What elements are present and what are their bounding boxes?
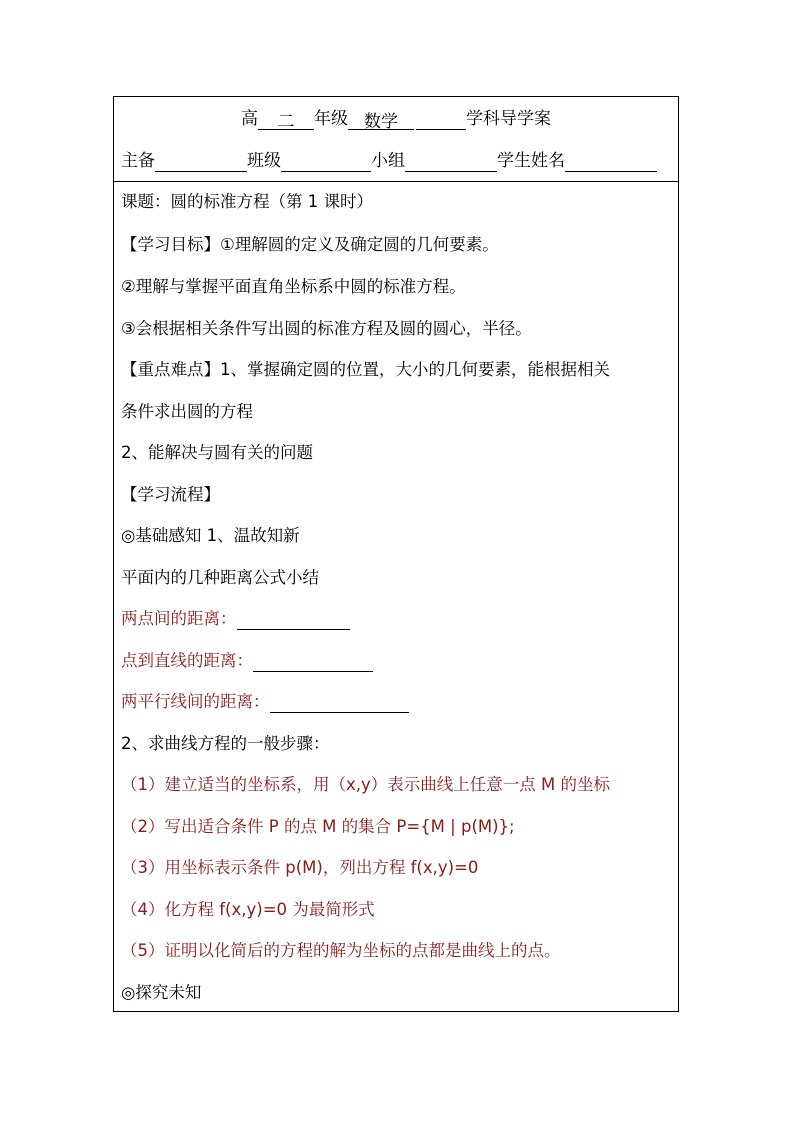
zhubei-blank	[155, 153, 247, 172]
summary-line: 平面内的几种距离公式小结	[121, 568, 319, 587]
title-suffix: 学科导学案	[466, 109, 551, 129]
goal-line-2: ②理解与掌握平面直角坐标系中圆的标准方程。	[121, 277, 466, 296]
distance-point-line-label: 点到直线的距离：	[121, 651, 253, 670]
distance-point-line-line	[121, 650, 373, 672]
key-line-1-cont: 条件求出圆的方程	[121, 402, 253, 421]
distance-parallel-label: 两平行线间的距离：	[121, 692, 270, 711]
xingming-blank	[565, 153, 657, 172]
basic-heading: ◎基础感知 1、温故知新	[121, 526, 300, 545]
banji-label: 班级	[247, 151, 281, 171]
flow-heading: 【学习流程】	[121, 485, 220, 504]
zhubei-label: 主备	[121, 151, 155, 171]
goal-line-1: 【学习目标】①理解圆的定义及确定圆的几何要素。	[121, 235, 499, 254]
grade-label: 年级	[314, 109, 348, 129]
distance-parallel-blank	[270, 695, 409, 713]
step-1: （1）建立适当的坐标系，用（x,y）表示曲线上任意一点 M 的坐标	[121, 775, 610, 794]
distance-points-line	[121, 608, 350, 630]
grade-blank: 二	[258, 111, 314, 130]
explore-heading: ◎探究未知	[121, 983, 202, 1002]
steps-heading: 2、求曲线方程的一般步骤：	[121, 734, 330, 753]
header-info-row	[121, 150, 657, 172]
distance-point-line-blank	[253, 654, 373, 672]
title-prefix: 高	[241, 109, 258, 129]
step-2: （2）写出适合条件 P 的点 M 的集合 P={M | p(M)};	[121, 817, 515, 836]
step-4: （4）化方程 f(x,y)=0 为最简形式	[121, 900, 375, 919]
step-3: （3）用坐标表示条件 p(M)，列出方程 f(x,y)=0	[121, 858, 479, 877]
header-title-row	[241, 108, 551, 130]
worksheet-header	[114, 97, 678, 182]
distance-parallel-line	[121, 691, 409, 713]
subject-blank: 数学	[348, 111, 414, 130]
distance-points-blank	[237, 612, 350, 630]
distance-points-label: 两点间的距离：	[121, 609, 237, 628]
xiaozu-blank	[405, 153, 497, 172]
worksheet-table	[113, 96, 679, 1012]
xiaozu-label: 小组	[371, 151, 405, 171]
banji-blank	[281, 153, 371, 172]
goal-line-3: ③会根据相关条件写出圆的标准方程及圆的圆心，半径。	[121, 319, 532, 338]
subject-extra-blank	[416, 111, 466, 130]
xingming-label: 学生姓名	[497, 151, 565, 171]
step-5: （5）证明以化简后的方程的解为坐标的点都是曲线上的点。	[121, 941, 561, 960]
key-line-2: 2、能解决与圆有关的问题	[121, 443, 313, 462]
key-line-1: 【重点难点】1、掌握确定圆的位置，大小的几何要素，能根据相关	[121, 360, 610, 379]
topic-line: 课题：圆的标准方程（第 1 课时）	[121, 192, 373, 211]
